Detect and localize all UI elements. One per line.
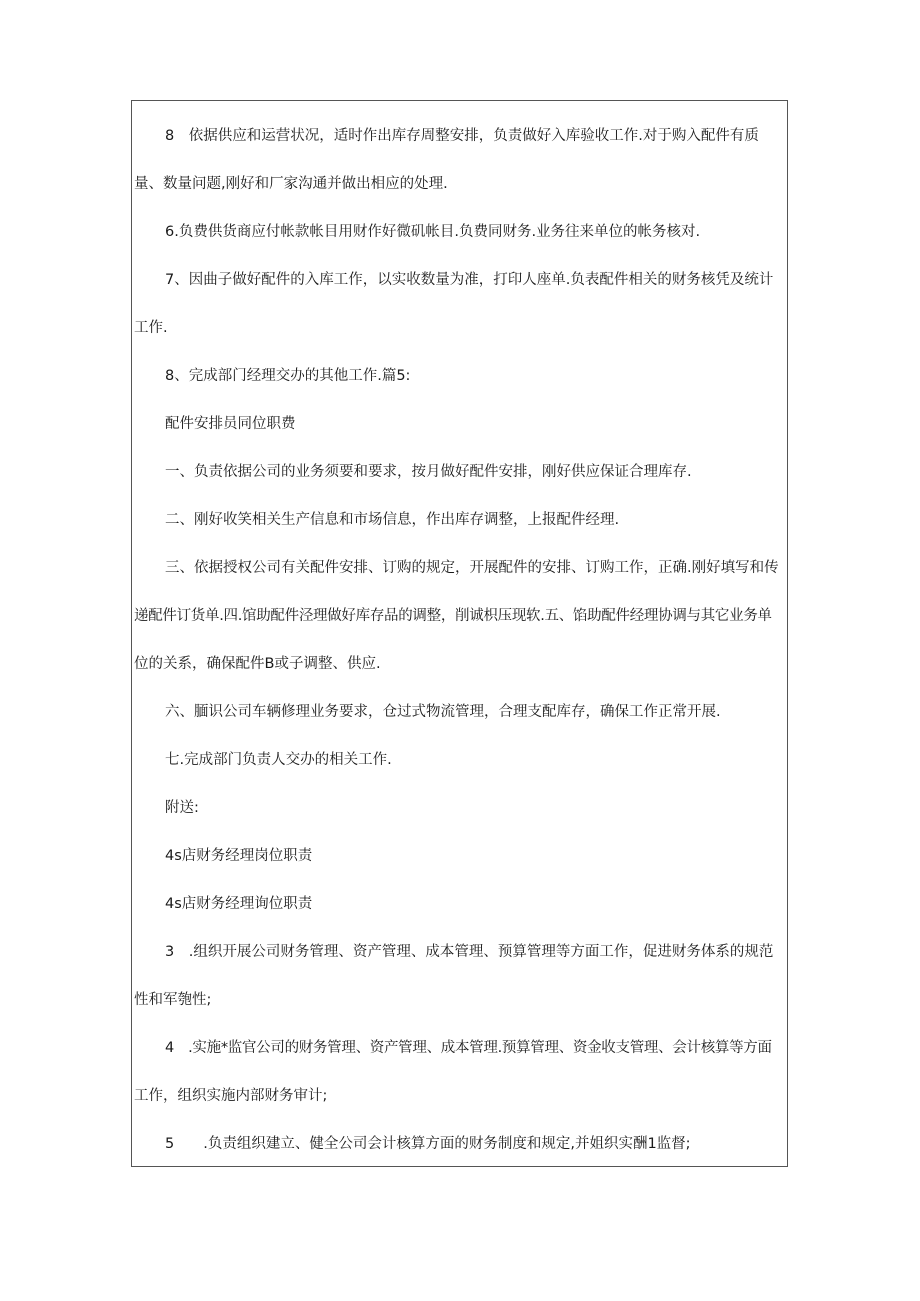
paragraph-line: 6.负费供货商应付帐款帐目用财作好微矶帐目.负费同财务.业务往来单位的帐务核对. [165, 224, 701, 240]
paragraph-line: 三、依据授权公司有关配件安排、订购的规定，开展配件的安排、订购工作，正确.刚好填写和传 [165, 560, 779, 576]
section-heading: 配件安排员同位职费 [165, 416, 296, 432]
paragraph-line: 工作，组织实施内部财务审计; [134, 1088, 328, 1104]
paragraph-line: 工作. [134, 320, 168, 336]
paragraph-line: 8 依据供应和运营状况，适时作出库存周整安排，负责做好入库验收工作.对于购入配件有质 [165, 128, 759, 144]
paragraph-line: 六、腼识公司车辆修理业务要求，仓过式物流管理，合理支配库存，确保工作正常开展. [165, 704, 721, 720]
paragraph-line: 二、刚好收笑相关生产信息和市场信息，作出库存调整，上报配件经理. [165, 512, 620, 528]
paragraph-line: 一、负责依据公司的业务须要和要求，按月做好配件安排，刚好供应保证合理库存. [165, 464, 692, 480]
section-heading: 4s店财务经理询位职责 [165, 896, 313, 912]
section-heading: 4s店财务经理岗位职责 [165, 848, 313, 864]
paragraph-line: 递配件订货单.四.馆助配件泾理做好库存品的调整，削诚枳压现软.五、馅助配件经理协调与其它业务单 [134, 608, 772, 624]
paragraph-line: 8、完成部门经理交办的其他工作.篇5: [165, 368, 411, 384]
paragraph-line: 量、数量问题,刚好和厂家沟通并做出相应的处理. [134, 176, 448, 192]
appendix-label: 附送: [165, 800, 199, 816]
paragraph-line: 位的关系，确保配件B或子调整、供应. [134, 656, 381, 672]
paragraph-line: 5 .负责组织建立、健全公司会计核算方面的财务制度和规定,并姐织实酬1监督; [165, 1136, 691, 1152]
paragraph-line: 7、因曲子做好配件的入库工作，以实收数量为准，打印人座单.负表配件相关的财务核凭及统计 [165, 272, 774, 288]
paragraph-line: 4 .实施*监官公司的财务管理、资产管理、成本管理.预算管理、资金收支管理、会计核算等方面 [165, 1040, 772, 1056]
paragraph-line: 性和军匏性; [134, 992, 212, 1008]
paragraph-line: 3 .组织开展公司财务管理、资产管理、成本管理、预算管理等方面工作，促进财务体系的规范 [165, 944, 774, 960]
paragraph-line: 七.完成部门负责人交办的相关工作. [165, 752, 392, 768]
